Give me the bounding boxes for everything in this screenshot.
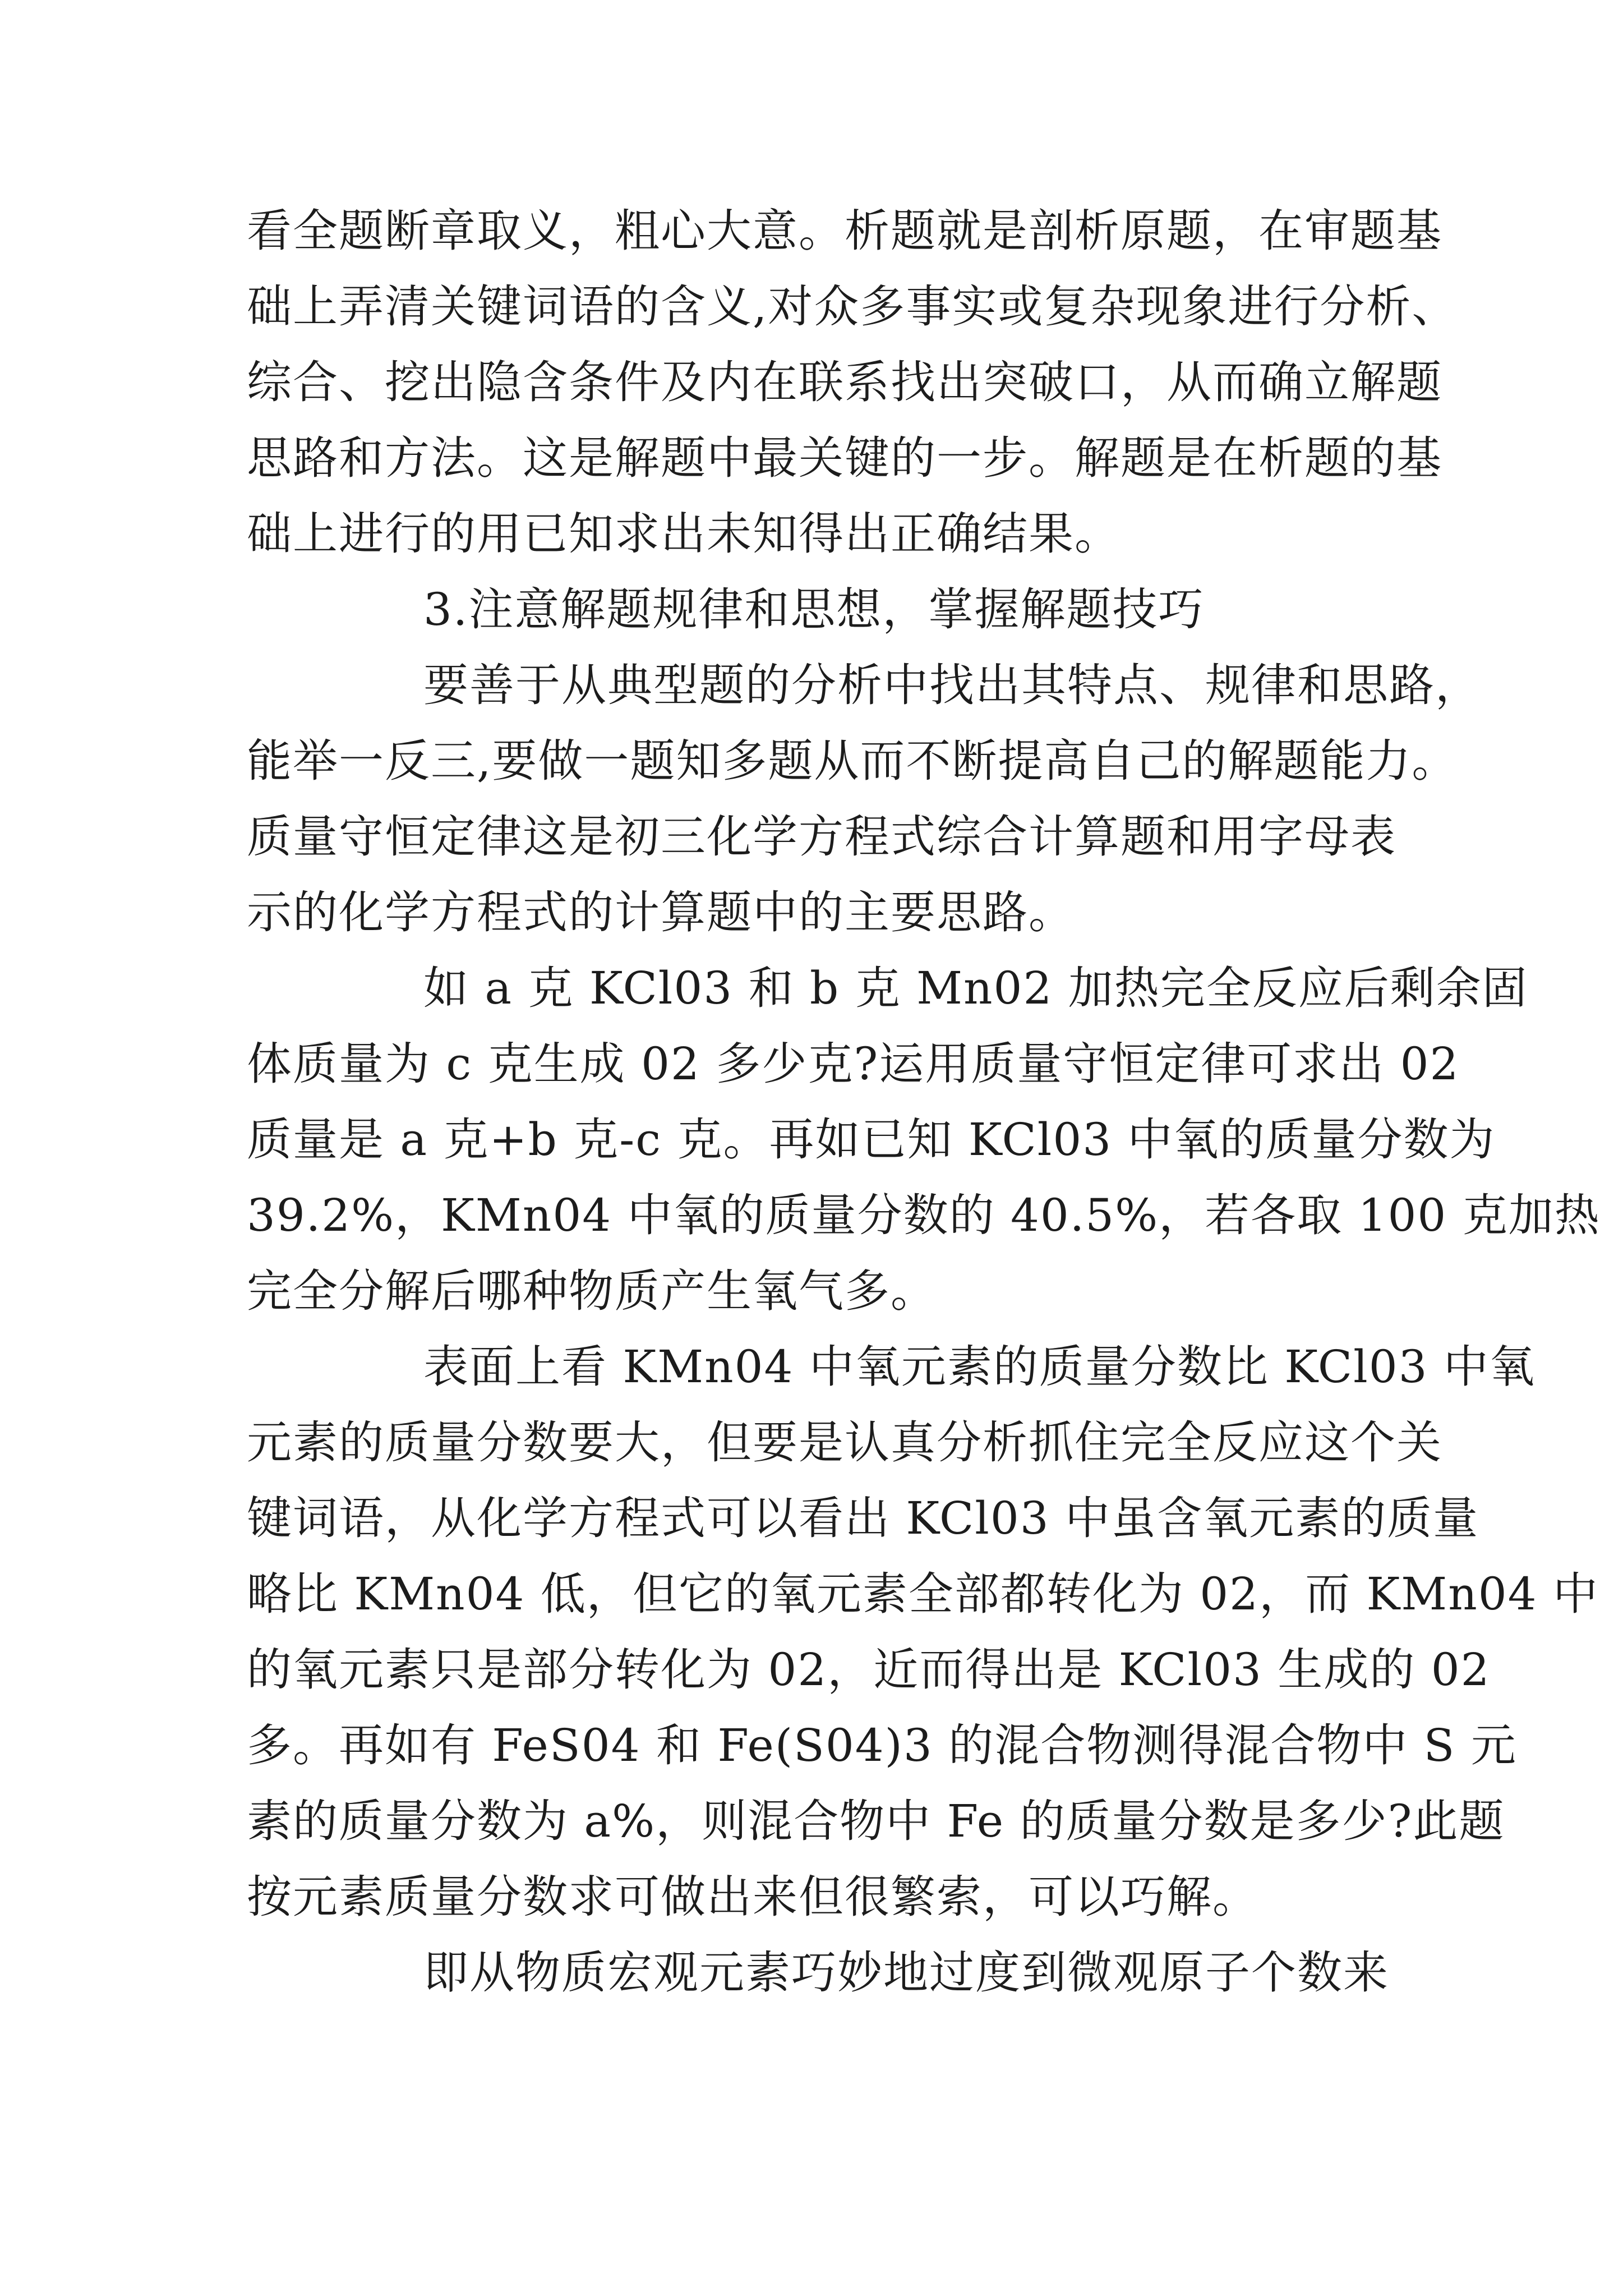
text-line: 的氧元素只是部分转化为 02，近而得出是 KCl03 生成的 02 [247, 1644, 1491, 1696]
text-line: 看全题断章取义，粗心大意。析题就是剖析原题，在审题基 [247, 205, 1442, 257]
text-line: 按元素质量分数求可做出来但很繁索，可以巧解。 [247, 1871, 1258, 1923]
text-line: 综合、挖出隐含条件及内在联系找出突破口，从而确立解题 [247, 356, 1442, 408]
text-line: 元素的质量分数要大，但要是认真分析抓住完全反应这个关 [247, 1416, 1442, 1469]
text-line: 能举一反三,要做一题知多题从而不断提高自己的解题能力。 [247, 735, 1458, 787]
text-line: 即从物质宏观元素巧妙地过度到微观原子个数来 [423, 1947, 1389, 1999]
text-line: 39.2%，KMn04 中氧的质量分数的 40.5%，若各取 100 克加热 [247, 1189, 1601, 1241]
text-line: 质量是 a 克+b 克-c 克。再如已知 KCl03 中氧的质量分数为 [247, 1114, 1496, 1166]
text-line: 质量守恒定律这是初三化学方程式综合计算题和用字母表 [247, 811, 1396, 863]
text-line: 础上弄清关键词语的含义,对众多事实或复杂现象进行分析、 [247, 280, 1458, 333]
text-line: 如 a 克 KCl03 和 b 克 Mn02 加热完全反应后剩余固 [423, 962, 1528, 1014]
section-heading: 3.注意解题规律和思想，掌握解题技巧 [423, 583, 1205, 636]
text-line: 础上进行的用已知求出未知得出正确结果。 [247, 508, 1121, 560]
text-line: 表面上看 KMn04 中氧元素的质量分数比 KCl03 中氧 [423, 1341, 1536, 1393]
text-line: 示的化学方程式的计算题中的主要思路。 [247, 886, 1075, 938]
text-line: 思路和方法。这是解题中最关键的一步。解题是在析题的基 [247, 432, 1442, 484]
text-line: 素的质量分数为 a%，则混合物中 Fe 的质量分数是多少?此题 [247, 1795, 1505, 1847]
text-line: 体质量为 c 克生成 02 多少克?运用质量守恒定律可求出 02 [247, 1038, 1460, 1090]
text-line: 完全分解后哪种物质产生氧气多。 [247, 1265, 937, 1317]
text-line: 要善于从典型题的分析中找出其特点、规律和思路， [423, 659, 1481, 711]
text-line: 键词语，从化学方程式可以看出 KCl03 中虽含氧元素的质量 [247, 1492, 1479, 1544]
text-line: 多。再如有 FeS04 和 Fe(S04)3 的混合物测得混合物中 S 元 [247, 1719, 1517, 1772]
text-line: 略比 KMn04 低，但它的氧元素全部都转化为 02，而 KMn04 中 [247, 1568, 1599, 1620]
